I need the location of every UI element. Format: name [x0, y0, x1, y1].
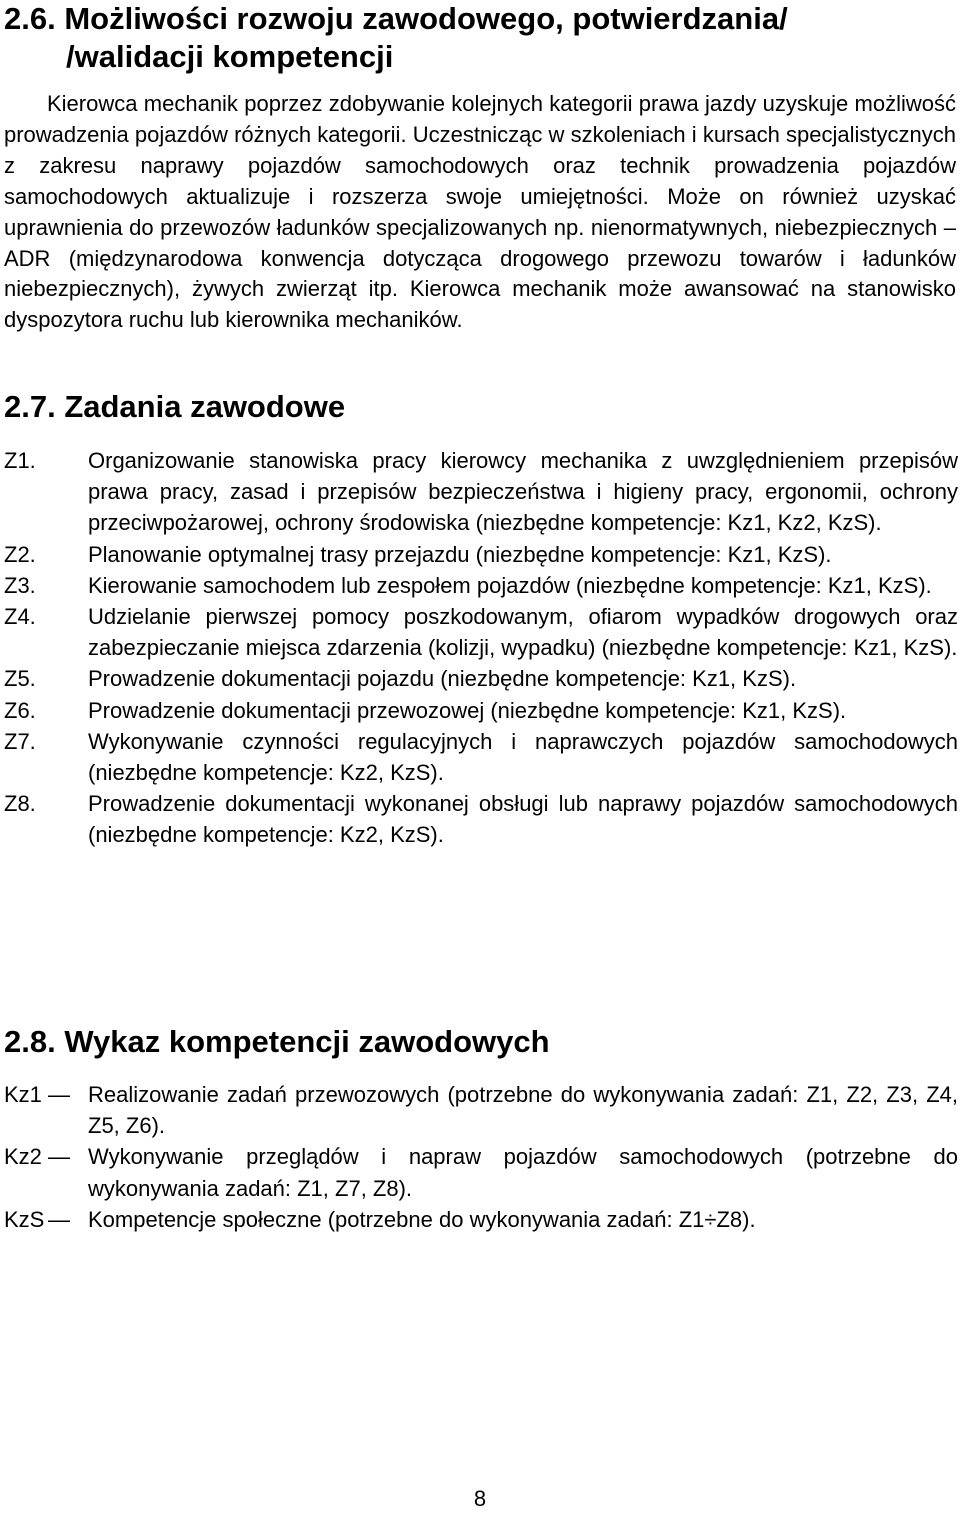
task-list: [4, 445, 958, 851]
competence-dash: —: [48, 1144, 70, 1170]
task-code: Z2.: [4, 541, 36, 567]
task-code: Z3.: [4, 572, 36, 598]
task-text: Wykonywanie czynności regulacyjnych i naprawczych pojazdów samochodowych (niezbędne kompetencje: Kz2, KzS).: [88, 728, 958, 786]
heading-line-2: /walidacji kompetencji: [66, 39, 394, 74]
task-text: Udzielanie pierwszej pomocy poszkodowanym, ofiarom wypadków drogowych oraz zabezpieczanie miejsca zdarzenia (kolizji, wypadku) (niezbędne kompetencje: Kz1, KzS).: [88, 604, 958, 661]
task-code: Z7.: [4, 728, 36, 754]
list-item: [4, 1141, 958, 1203]
task-text: Prowadzenie dokumentacji wykonanej obsługi lub naprawy pojazdów samochodowych (niezbędne kompetencje: Kz2, KzS).: [88, 791, 958, 848]
paragraph-text: Kierowca mechanik poprzez zdobywanie kolejnych kategorii prawa jazdy uzyskuje możliwość prowadzenia pojazdów różnych kategorii. Uczestnicząc w szkoleniach i kursach specjalistycznych z zakresu naprawy pojazdów samochodowych oraz technik prowadzenia pojazdów samochodowych aktualizuje i rozszerza swoje umiejętności. Może on również uzyskać uprawnienia do przewozów ładunków specjalizowanych np. nienormatywnych, niebezpiecznych – ADR (międzynarodowa konwencja dotycząca drogowego przewozu towarów i ładunków niebezpiecznych), żywych zwierząt itp. Kierowca mechanik może awansować na stanowisko dyspozytora ruchu lub kierownika mechaników.: [4, 91, 956, 333]
competence-dash: —: [48, 1082, 70, 1107]
task-text: Planowanie optymalnej trasy przejazdu (niezbędne kompetencje: Kz1, KzS).: [88, 541, 832, 567]
competence-code: Kz1: [4, 1082, 42, 1107]
competence-code: KzS: [4, 1206, 45, 1232]
list-item: [4, 570, 958, 601]
section-2-7-heading: 2.7. Zadania zawodowe: [4, 389, 346, 424]
list-item: [4, 1079, 958, 1141]
competence-text: Wykonywanie przeglądów i napraw pojazdów samochodowych (potrzebne do wykonywania zadań: Z1, Z7, Z8).: [88, 1144, 958, 1201]
task-text: Prowadzenie dokumentacji przewozowej (niezbędne kompetencje: Kz1, KzS).: [88, 697, 847, 723]
heading-line-1: 2.6. Możliwości rozwoju zawodowego, potwierdzania/: [4, 1, 788, 36]
task-code: Z8.: [4, 791, 36, 817]
list-item: [4, 695, 958, 726]
competence-text: Realizowanie zadań przewozowych (potrzebne do wykonywania zadań: Z1, Z2, Z3, Z4, Z5, Z6).: [88, 1082, 958, 1139]
list-item: [4, 1204, 958, 1235]
page-number: 8: [473, 1486, 487, 1511]
section-2-6-heading: [4, 2, 944, 78]
list-item: [4, 663, 958, 694]
list-item: [4, 601, 958, 663]
list-item: [4, 539, 958, 570]
section-2-8-heading: 2.8. Wykaz kompetencji zawodowych: [4, 1024, 550, 1059]
task-code: Z6.: [4, 697, 36, 723]
task-text: Organizowanie stanowiska pracy kierowcy mechanika z uwzględnieniem przepisów prawa pracy, zasad i przepisów bezpieczeństwa i higieny pracy, ergonomii, ochrony przeciwpożarowej, ochrony środowiska (niezbędne kompetencje: Kz1, Kz2, KzS).: [88, 448, 958, 536]
competence-text: Kompetencje społeczne (potrzebne do wykonywania zadań: Z1÷Z8).: [88, 1206, 756, 1232]
list-item: [4, 445, 958, 539]
competence-dash: —: [48, 1206, 70, 1232]
competence-list: [4, 1079, 958, 1235]
section-2-6-paragraph: [4, 89, 956, 336]
task-code: Z1.: [4, 448, 36, 473]
task-code: Z4.: [4, 604, 36, 630]
competence-code: Kz2: [4, 1144, 42, 1170]
task-text: Kierowanie samochodem lub zespołem pojazdów (niezbędne kompetencje: Kz1, KzS).: [88, 572, 932, 598]
list-item: [4, 726, 958, 788]
task-text: Prowadzenie dokumentacji pojazdu (niezbędne kompetencje: Kz1, KzS).: [88, 666, 797, 692]
list-item: [4, 788, 958, 850]
task-code: Z5.: [4, 666, 36, 692]
